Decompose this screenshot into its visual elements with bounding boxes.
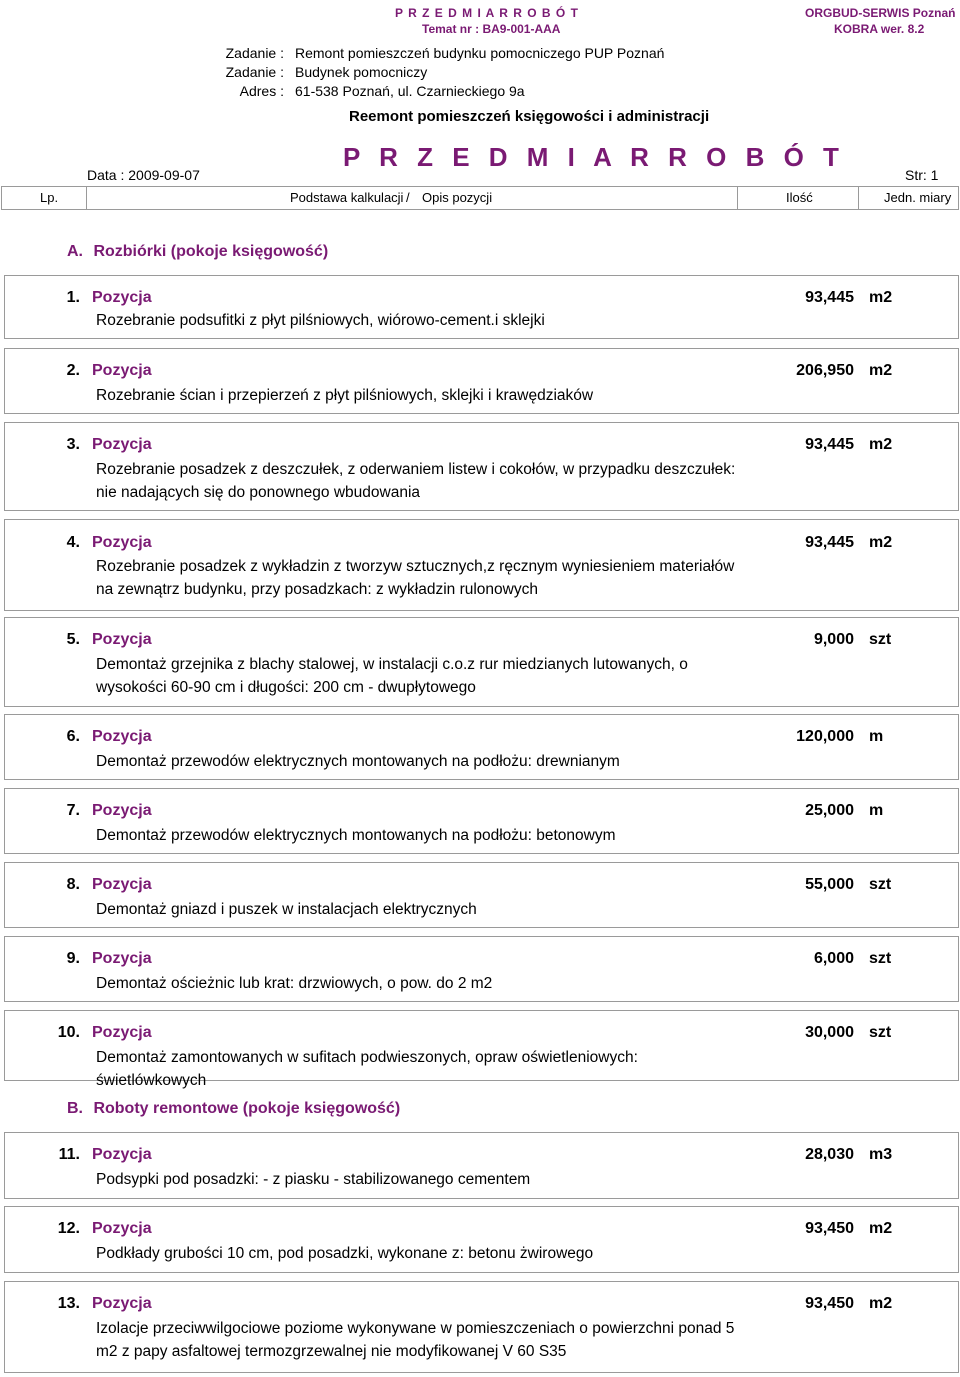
item-unit: m: [869, 802, 884, 819]
list-item: [4, 519, 959, 611]
item-number: 12.: [57, 1220, 80, 1237]
item-number: 1.: [66, 289, 80, 306]
header-topic: Temat nr : BA9-001-AAA: [422, 22, 561, 36]
col-lp: Lp.: [40, 190, 59, 205]
item-unit: szt: [869, 950, 892, 967]
item-description: Izolacje przeciwwilgociowe poziome wykonywane w pomieszczeniach o powierzchni ponad 5 m2 z papy asfaltowej termozgrzewalnej nie modyfikowanej V 60 S35: [96, 1320, 735, 1360]
item-number: 9.: [66, 950, 80, 967]
col-unit: Jedn. miary: [884, 190, 952, 205]
item-unit: m2: [869, 534, 893, 551]
list-item: [4, 788, 959, 854]
list-item: [4, 1281, 959, 1373]
item-description: Podsypki pod posadzki: - z piasku - stabilizowanego cementem: [96, 1171, 531, 1188]
item-quantity: 55,000: [805, 876, 854, 893]
list-item: [4, 422, 959, 511]
item-unit: szt: [869, 876, 892, 893]
list-item: [4, 936, 959, 1002]
item-quantity: 120,000: [796, 728, 854, 745]
item-label: Pozycja: [92, 534, 152, 551]
info-value: Budynek pomocniczy: [295, 64, 428, 80]
item-description: Demontaż gniazd i puszek w instalacjach elektrycznych: [96, 901, 477, 918]
item-quantity: 28,030: [805, 1146, 854, 1163]
item-description: Rozebranie posadzek z wykładzin z tworzyw sztucznych,z ręcznym wyniesieniem materiałów na zewnątrz budynku, przy posadzkach: z wykładzin rulonowych: [96, 558, 735, 598]
item-label: Pozycja: [92, 362, 152, 379]
item-number: 8.: [66, 876, 80, 893]
item-quantity: 9,000: [813, 631, 854, 648]
item-number: 10.: [57, 1024, 80, 1041]
item-unit: m2: [869, 362, 893, 379]
item-description: Demontaż przewodów elektrycznych montowanych na podłożu: drewnianym: [96, 753, 620, 770]
item-number: 3.: [66, 436, 80, 453]
item-number: 6.: [66, 728, 80, 745]
item-description: Demontaż zamontowanych w sufitach podwieszonych, opraw oświetleniowych: świetlówkowych: [96, 1049, 638, 1089]
column-header: [1, 186, 959, 210]
col-basis: Podstawa kalkulacji: [290, 190, 404, 205]
header-software: KOBRA wer. 8.2: [834, 22, 925, 36]
item-quantity: 93,450: [805, 1220, 854, 1237]
item-number: 2.: [66, 362, 80, 379]
item-unit: m2: [869, 1295, 893, 1312]
item-quantity: 93,445: [805, 534, 854, 551]
section-heading: [67, 1100, 400, 1118]
section-code: A.: [67, 243, 83, 260]
item-number: 7.: [66, 802, 80, 819]
item-unit: szt: [869, 631, 892, 648]
header-doc-title: P R Z E D M I A R R O B Ó T: [395, 6, 579, 20]
list-item: [4, 1010, 959, 1089]
item-label: Pozycja: [92, 1146, 152, 1163]
item-label: Pozycja: [92, 802, 152, 819]
item-label: Pozycja: [92, 1220, 152, 1237]
item-quantity: 25,000: [805, 802, 854, 819]
item-label: Pozycja: [92, 436, 152, 453]
item-label: Pozycja: [92, 876, 152, 893]
section-heading: [67, 243, 328, 261]
list-item: [4, 617, 959, 707]
item-unit: m2: [869, 1220, 893, 1237]
item-quantity: 30,000: [805, 1024, 854, 1041]
item-label: Pozycja: [92, 1295, 152, 1312]
item-label: Pozycja: [92, 950, 152, 967]
item-label: Pozycja: [92, 631, 152, 648]
item-unit: m2: [869, 289, 893, 306]
item-description: Rozebranie podsufitki z płyt pilśniowych, wiórowo-cement.i sklejki: [96, 312, 545, 329]
item-quantity: 93,445: [805, 436, 854, 453]
list-item: [4, 714, 959, 780]
item-number: 5.: [66, 631, 80, 648]
document-subtitle: Reemont pomieszczeń księgowości i administracji: [349, 108, 710, 125]
item-description: Rozebranie posadzek z deszczułek, z oderwaniem listew i cokołów, w przypadku deszczułek: nie nadających się do ponownego wbudowania: [96, 461, 736, 501]
item-description: Podkłady grubości 10 cm, pod posadzki, wykonane z: betonu żwirowego: [96, 1245, 594, 1262]
info-label: Adres :: [239, 83, 284, 99]
item-label: Pozycja: [92, 1024, 152, 1041]
list-item: [4, 1132, 959, 1199]
item-description: Rozebranie ścian i przepierzeń z płyt pilśniowych, sklejki i krawędziaków: [96, 387, 594, 404]
list-item: [4, 348, 959, 414]
item-quantity: 93,445: [805, 289, 854, 306]
item-quantity: 93,450: [805, 1295, 854, 1312]
list-item: [4, 275, 959, 339]
info-value: Remont pomieszczeń budynku pomocniczego PUP Poznań: [295, 45, 665, 61]
item-quantity: 206,950: [796, 362, 854, 379]
section-name: Rozbiórki (pokoje księgowość): [93, 243, 329, 260]
item-unit: m: [869, 728, 884, 745]
header-company: ORGBUD-SERWIS Poznań: [805, 6, 956, 20]
list-item: [4, 862, 959, 928]
page-number: Str: 1: [905, 167, 939, 183]
info-label: Zadanie :: [225, 45, 284, 61]
info-label: Zadanie :: [225, 64, 284, 80]
info-value: 61-538 Poznań, ul. Czarnieckiego 9a: [295, 83, 525, 99]
list-item: [4, 1206, 959, 1273]
item-number: 13.: [57, 1295, 80, 1312]
col-desc: Opis pozycji: [422, 190, 493, 205]
document-date: Data : 2009-09-07: [87, 167, 200, 183]
item-description: Demontaż grzejnika z blachy stalowej, w instalacji c.o.z rur miedzianych lutowanych, o wysokości 60-90 cm i długości: 200 cm - dwupłytowego: [96, 656, 688, 696]
item-label: Pozycja: [92, 728, 152, 745]
col-qty: Ilość: [786, 190, 813, 205]
page-title: P R Z E D M I A R R O B Ó T: [343, 142, 845, 172]
item-label: Pozycja: [92, 289, 152, 306]
item-unit: szt: [869, 1024, 892, 1041]
item-unit: m2: [869, 436, 893, 453]
col-sep: /: [406, 190, 410, 205]
section-code: B.: [67, 1100, 83, 1117]
item-unit: m3: [869, 1146, 893, 1163]
item-number: 4.: [66, 534, 80, 551]
section-name: Roboty remontowe (pokoje księgowość): [93, 1100, 401, 1117]
item-description: Demontaż przewodów elektrycznych montowanych na podłożu: betonowym: [96, 827, 616, 844]
item-description: Demontaż ościeżnic lub krat: drzwiowych, o pow. do 2 m2: [96, 975, 493, 992]
item-number: 11.: [58, 1146, 80, 1163]
item-quantity: 6,000: [813, 950, 854, 967]
